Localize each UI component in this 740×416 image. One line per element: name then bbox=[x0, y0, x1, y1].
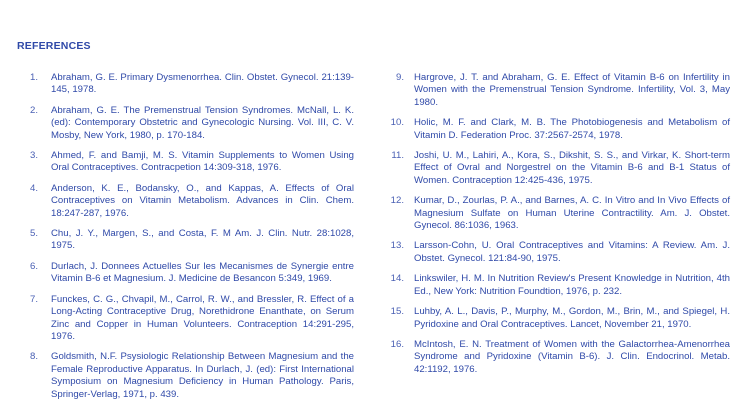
reference-number: 13. bbox=[390, 240, 404, 252]
reference-text: Abraham, G. E. The Premenstrual Tension Syndromes. McNall, L. K. (ed): Contemporary Obstetric and Gynecologic Nursing. Vol. III, C. V. Mosby, New York, 1980, p. 170-184. bbox=[51, 104, 354, 141]
reference-text: Linkswiler, H. M. In Nutrition Review's Present Knowledge in Nutrition, 4th Ed., New York: Nutrition Foundtion, 1976, p. 232. bbox=[414, 273, 730, 297]
reference-text: Luhby, A. L., Davis, P., Murphy, M., Gordon, M., Brin, M., and Spiegel, H. Pyridoxine and Oral Contraceptives. Lancet, November 21, 1970. bbox=[414, 306, 730, 330]
reference-number: 15. bbox=[390, 306, 404, 318]
reference-item bbox=[384, 72, 730, 109]
reference-text: Kumar, D., Zourlas, P. A., and Barnes, A. C. In Vitro and In Vivo Effects of Magnesium Sulfate on Human Uterine Contractility. Am. J. Obstet. Gynecol. 86:1036, 1963. bbox=[414, 195, 730, 232]
reference-item bbox=[384, 339, 730, 376]
reference-item bbox=[14, 183, 354, 220]
reference-item bbox=[14, 228, 354, 253]
reference-item bbox=[14, 105, 354, 142]
reference-text: Durlach, J. Donnees Actuelles Sur les Mecanismes de Synergie entre Vitamin B-6 et Magnesium. J. Medicine de Besancon 5:349, 1969. bbox=[51, 260, 354, 285]
reference-text: Joshi, U. M., Lahiri, A., Kora, S., Dikshit, S. S., and Virkar, K. Short-term Effect of Ovral and Norgestrel on the Vitamin B-6 and B-1 Status of Women. Contraception 12:425-436, 1975. bbox=[414, 150, 730, 186]
reference-number: 5. bbox=[29, 228, 38, 240]
reference-number: 11. bbox=[391, 150, 404, 162]
reference-number: 2. bbox=[29, 104, 38, 116]
reference-number: 4. bbox=[29, 182, 38, 194]
reference-item bbox=[384, 306, 730, 331]
references-column-right bbox=[384, 72, 730, 384]
reference-number: 12. bbox=[390, 195, 404, 207]
reference-number: 16. bbox=[390, 338, 404, 350]
reference-text: Holic, M. F. and Clark, M. B. The Photobiogenesis and Metabolism of Vitamin D. Federation Proc. 37:2567-2574, 1978. bbox=[414, 117, 730, 141]
reference-item bbox=[384, 240, 730, 265]
reference-item bbox=[14, 351, 354, 401]
reference-number: 1. bbox=[29, 72, 38, 83]
reference-item bbox=[384, 195, 730, 232]
reference-text: Hargrove, J. T. and Abraham, G. E. Effect of Vitamin B-6 on Infertility in Women with the Premenstrual Tension Syndrome. Infertility, Vol. 3, May 1980. bbox=[414, 72, 730, 108]
reference-number: 3. bbox=[29, 150, 38, 162]
reference-text: Funckes, C. G., Chvapil, M., Carrol, R. W., and Bressler, R. Effect of a Long-Acting Contraceptive Drug, Norethidrone Enanthate, on Serum Zinc and Copper in Human Volunteers. Contraception 14:291-295, 1976. bbox=[51, 293, 354, 342]
reference-text: Larsson-Cohn, U. Oral Contraceptives and Vitamins: A Review. Am. J. Obstet. Gynecol. 121:84-90, 1975. bbox=[414, 240, 730, 264]
reference-number: 9. bbox=[395, 72, 404, 83]
reference-text: Chu, J. Y., Margen, S., and Costa, F. M Am. J. Clin. Nutr. 28:1028, 1975. bbox=[51, 228, 354, 252]
reference-text: Abraham, G. E. Primary Dysmenorrhea. Clin. Obstet. Gynecol. 21:139-145, 1978. bbox=[51, 72, 354, 96]
reference-number: 10. bbox=[390, 117, 404, 129]
reference-text: McIntosh, E. N. Treatment of Women with the Galactorrhea-Amenorrhea Syndrome and Pyridoxine (Vitamin B-6). J. Clin. Endocrinol. Metab. 42:1192, 1976. bbox=[414, 338, 730, 375]
reference-item bbox=[384, 150, 730, 187]
reference-text: Goldsmith, N.F. Psysiologic Relationship Between Magnesium and the Female Reproductive Apparatus. In Durlach, J. (ed): First International Symposium on Magnesium Deficiency in Human Pathology. Paris, Springer-Verlag, 1971, p. 439. bbox=[51, 351, 354, 400]
reference-item bbox=[14, 72, 354, 97]
reference-item bbox=[384, 117, 730, 142]
references-column-left bbox=[14, 72, 354, 409]
reference-item bbox=[14, 150, 354, 175]
reference-number: 6. bbox=[29, 260, 38, 272]
reference-number: 8. bbox=[29, 351, 38, 363]
reference-text: Anderson, K. E., Bodansky, O., and Kappas, A. Effects of Oral Contraceptives on Vitamin Metabolism. Advances in Clin. Chem. 18:247-287, 1976. bbox=[51, 182, 354, 219]
reference-item bbox=[384, 273, 730, 298]
reference-number: 7. bbox=[29, 293, 38, 305]
reference-number: 14. bbox=[390, 273, 404, 285]
reference-item bbox=[14, 261, 354, 286]
reference-item bbox=[14, 294, 354, 344]
section-heading: REFERENCES bbox=[17, 40, 91, 52]
reference-text: Ahmed, F. and Bamji, M. S. Vitamin Supplements to Women Using Oral Contraceptives. Contracpetion 14:309-318, 1976. bbox=[51, 150, 354, 174]
